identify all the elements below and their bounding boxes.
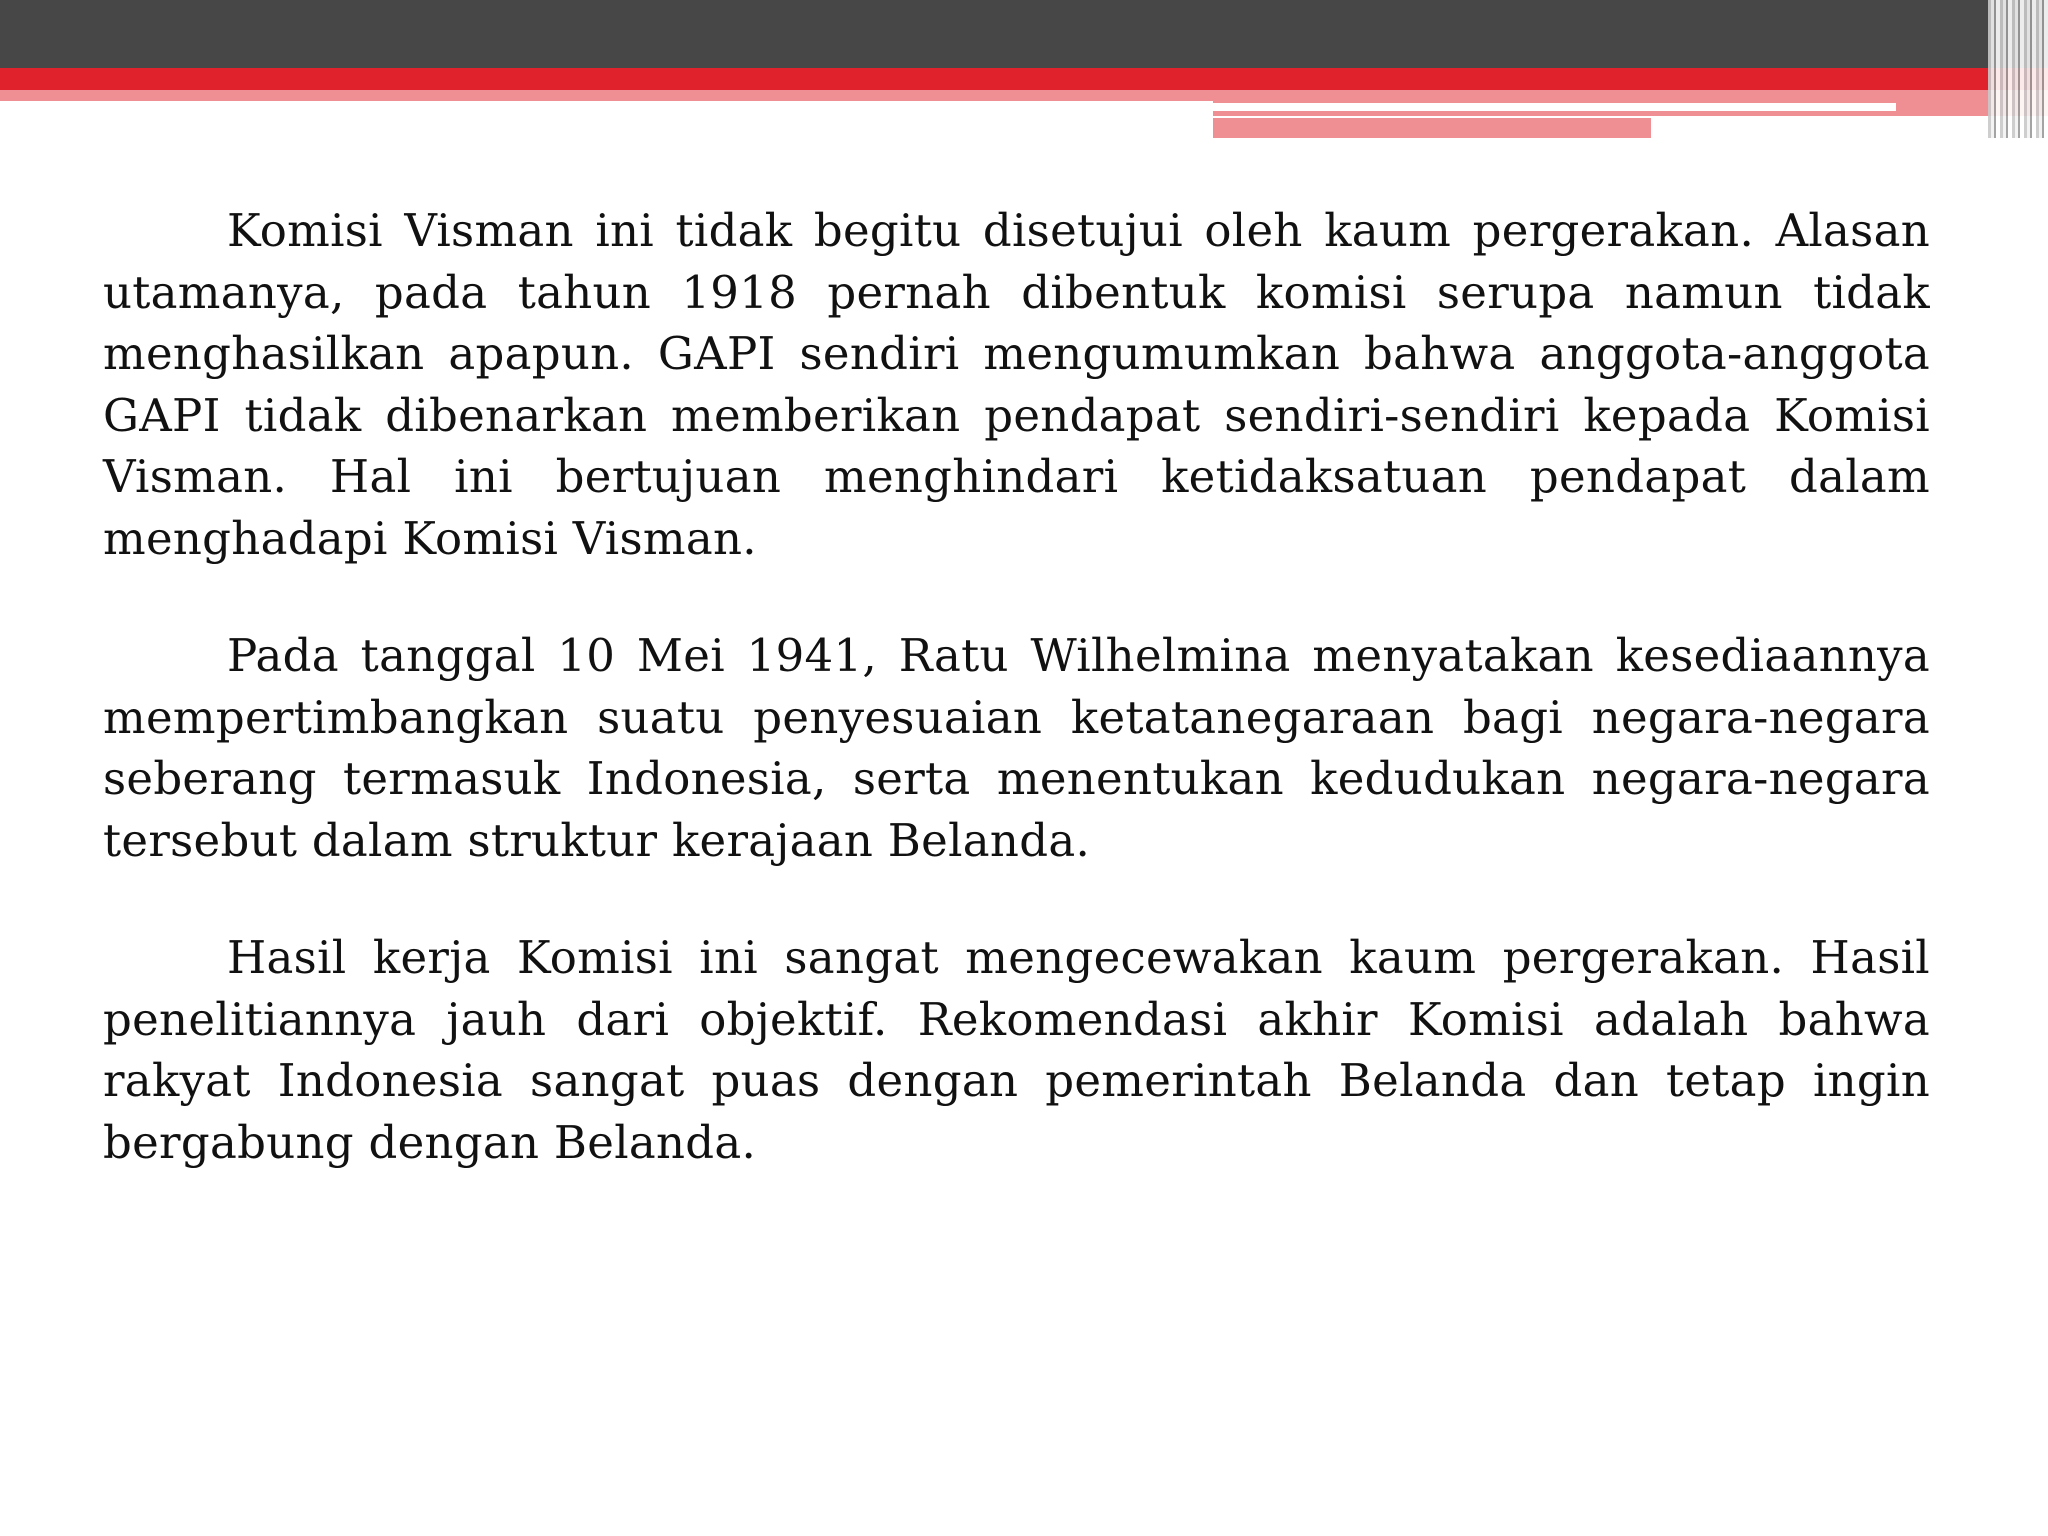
header-pink-stripe-left — [0, 90, 1213, 101]
header-red-band — [0, 68, 2048, 90]
paragraph-1: Komisi Visman ini tidak begitu disetujui oleh kaum pergerakan. Alasan utamanya, pada tahun 1918 pernah dibentuk komisi serupa namun tidak menghasilkan apapun. GAPI sendiri mengumumkan bahwa anggota-anggota GAPI tidak dibenarkan memberikan pendapat sendiri-sendiri kepada Komisi Visman. Hal ini bertujuan menghindari ketidaksatuan pendapat dalam menghadapi Komisi Visman. — [103, 204, 1930, 565]
paragraph-2: Pada tanggal 10 Mei 1941, Ratu Wilhelmina menyatakan kesediaannya mempertimbangkan suatu penyesuaian ketatanegaraan bagi negara-negara seberang termasuk Indonesia, serta menentukan kedudukan negara-negara tersebut dalam struktur kerajaan Belanda. — [103, 629, 1930, 867]
header-pink-stripe-lower — [1213, 118, 1651, 138]
header-vertical-stripes — [1988, 0, 2048, 138]
header-white-line — [1213, 103, 1896, 111]
slide-body — [103, 200, 1930, 1229]
paragraph-3: Hasil kerja Komisi ini sangat mengecewakan kaum pergerakan. Hasil penelitiannya jauh dari objektif. Rekomendasi akhir Komisi adalah bahwa rakyat Indonesia sangat puas dengan pemerintah Belanda dan tetap ingin bergabung dengan Belanda. — [103, 931, 1930, 1169]
header-dark-band — [0, 0, 2048, 68]
